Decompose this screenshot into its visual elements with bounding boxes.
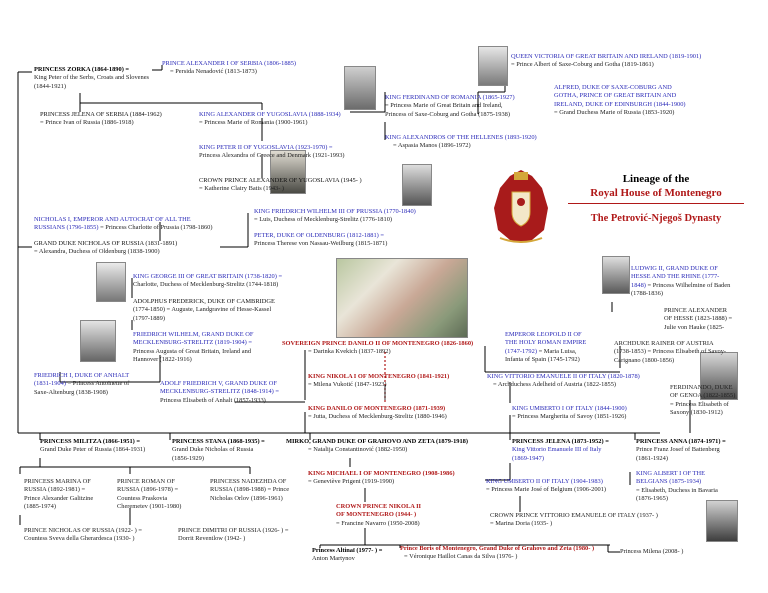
node-spouse: Grand Duke Peter of Russia (1864-1931) [40, 446, 146, 454]
node-alexandros [385, 134, 537, 151]
node-name: MECKLENBURG-STRELITZ (1819-1904) = [133, 339, 252, 347]
node-spouse: (1869-1947) [512, 454, 544, 462]
node-name: KING ALEXANDER OF YUGOSLAVIA (1888-1934) [199, 111, 341, 118]
node-name: ALFRED, DUKE OF SAXE-COBURG AND [554, 84, 672, 91]
node-line: FERDINANDO, DUKE [670, 384, 733, 391]
node-spouse: = Maria Luisa, [538, 347, 577, 355]
node-name: OF MONTENEGRO (1944- ) [336, 511, 417, 519]
node-spouse: Prince Franz Josef of Battenberg [636, 446, 720, 454]
node-spouse: = Elisabeth, Duchess in Bavaria [636, 486, 718, 494]
portrait-photo-icon [402, 164, 432, 206]
node-milena [620, 548, 683, 556]
node-spouse: (1856-1929) [172, 454, 204, 462]
node-spouse: = Katherine Clairy Batis (1943- ) [199, 185, 285, 193]
node-spouse: = Luis, Duchess of Mecklenburg-Strelitz (1776-1810) [254, 216, 393, 224]
node-name-2 [34, 380, 129, 388]
node-ludwig-ii [631, 265, 730, 299]
title-line-2: Royal House of Montenegro [590, 187, 722, 199]
title-line-3: The Petrović-Njegoš Dynasty [590, 213, 722, 224]
node-boris [400, 545, 594, 562]
node-spouse: Dorrit Reventlow (1942- ) [178, 535, 246, 543]
node-stana [172, 438, 265, 463]
node-fw-iii [254, 208, 416, 225]
node-spouse: Princess Alexandra of Greece and Denmark (1921-1993) [199, 152, 345, 160]
node-name-3 [631, 282, 730, 290]
node-ferdinand-romania [385, 94, 515, 119]
node-spouse: (1774-1850) = Auguste, Landgravine of Hesse-Kassel [133, 306, 272, 314]
node-spouse: = Jutta, Duchess of Mecklenburg-Strelitz (1880-1946) [308, 413, 447, 421]
group-photo-icon [336, 258, 468, 338]
portrait-photo-icon [96, 262, 126, 302]
node-name: KING ALBERT I OF THE [636, 470, 705, 477]
node-line: Countess Praskovia [117, 494, 168, 502]
node-name: ARCHDUKE RAINER OF AUSTRIA [614, 340, 714, 347]
node-spouse: Hannover (1822-1916) [133, 356, 192, 364]
node-line: OF GENOA (1822-1855) [670, 392, 736, 400]
node-albert-i [636, 470, 718, 504]
node-spouse: Princess Elisabeth of Anhalt (1857-1933) [160, 396, 266, 404]
node-name: PRINCESS ANNA (1874-1971) = [636, 438, 726, 445]
node-line: OF HESSE (1823-1888) = [664, 315, 733, 323]
node-spouse: = Natalija Constantinović (1882-1950) [308, 446, 408, 454]
node-spouse: = Grand Duchess Marie of Russia (1853-1920) [554, 109, 675, 117]
node-line: RUSSIA (1892-1981) = [24, 486, 86, 494]
node-ferdinando-genoa [670, 384, 735, 418]
node-name: KING FERDINAND OF ROMANIA (1865-1927) [385, 94, 515, 101]
node-george-iii [133, 273, 282, 290]
node-adolphus [133, 298, 275, 323]
node-spouse: = Milena Vukotić (1847-1923) [308, 381, 387, 389]
node-name: PRINCE ALEXANDER I OF SERBIA (1806-1885) [162, 60, 297, 67]
node-spouse: Princess Augusta of Great Britain, Ireland and [133, 347, 252, 355]
node-spouse: Grand Duke Nicholas of Russia [172, 446, 254, 454]
node-danilo-ii [282, 340, 473, 357]
title-block [556, 172, 756, 225]
node-king-alexander-yugoslavia [199, 111, 341, 128]
node-peter-ii [199, 144, 345, 161]
node-name: CROWN PRINCE NIKOLA II [336, 503, 422, 510]
node-name: (1831-1904) [34, 380, 66, 388]
node-spouse: = Prince Ivan of Russia (1886-1918) [40, 119, 134, 127]
node-name: KING GEORGE III OF GREAT BRITAIN (1738-1820) = [133, 273, 283, 280]
node-spouse: = Princess Marie of Great Britain and Ireland, [385, 102, 503, 110]
node-name: PRINCESS MILITZA (1866-1951) = [40, 438, 141, 445]
node-name: EMPEROR LEOPOLD II OF [505, 331, 582, 338]
node-line: (1885-1974) [24, 503, 56, 511]
node-michael-i [308, 470, 455, 487]
node-alexander-i-serbia [162, 60, 296, 77]
node-spouse: (1738-1853) = Princess Elisabeth of Savoy- [614, 348, 727, 356]
node-line: PRINCE ROMAN OF [117, 478, 175, 485]
node-spouse: Saxe-Altenburg (1838-1908) [34, 388, 108, 396]
node-name: IRELAND, DUKE OF EDINBURGH (1844-1900) [554, 100, 686, 108]
node-spouse: (1797-1889) [133, 314, 165, 322]
portrait-photo-icon [602, 256, 630, 294]
node-umberto-ii [486, 478, 606, 495]
node-name: ADOLPHUS FREDERICK, DUKE OF CAMBRIDGE [133, 298, 275, 305]
node-name: CROWN PRINCE VITTORIO EMANUELE OF ITALY (1937- ) [490, 512, 658, 519]
node-adolf-friedrich-v [160, 380, 279, 405]
node-name: QUEEN VICTORIA OF GREAT BRITAIN AND IRELAND (1819-1901) [511, 53, 702, 60]
node-name: ADOLF FRIEDRICH V, GRAND DUKE OF [160, 380, 277, 387]
node-name: PRINCE DIMITRI OF RUSSIA (1926- ) = [178, 527, 289, 534]
node-name: PRINCE NICHOLAS OF RUSSIA (1922- ) = [24, 527, 142, 534]
node-gd-nicholas [34, 240, 177, 257]
node-line: Cheremetev (1901-1980) [117, 503, 182, 511]
node-spouse: = Geneviève Prigent (1919-1990) [308, 478, 395, 486]
node-dimitri [178, 527, 288, 544]
node-name: SOVEREIGN PRINCE DANILO II OF MONTENEGRO (1826-1860) [282, 340, 474, 347]
node-name: PETER, DUKE OF OLDENBURG (1812-1881) = [254, 232, 384, 239]
node-anna [636, 438, 726, 463]
node-jelena-serbia [40, 111, 162, 128]
node-mirko [286, 438, 468, 455]
node-name: FRIEDRICH I, DUKE OF ANHALT [34, 372, 130, 379]
node-name: PRINCESS STANA (1868-1935) = [172, 438, 265, 445]
node-vittorio-ii [487, 373, 640, 390]
node-spouse: Infanta of Spain (1745-1792) [505, 356, 580, 364]
node-spouse: = Archduchess Adelheid of Austria (1822-1855) [493, 381, 617, 389]
node-name: PRINCESS ZORKA (1864-1890) = [34, 66, 130, 73]
node-name: Princess Milena (2008- ) [620, 548, 684, 555]
node-crown-alexander [199, 177, 362, 194]
node-alexander-hesse [664, 307, 732, 332]
node-line: RUSSIA (1898-1988) = Prince [210, 486, 290, 494]
node-line: Nicholas Orlov (1896-1961) [210, 494, 283, 502]
node-friedrich-anhalt [34, 372, 129, 397]
node-spouse: = Princess Marie José of Belgium (1906-2001) [486, 486, 607, 494]
node-nicholas-russia [24, 527, 142, 544]
node-spouse: (1788-1836) [631, 290, 663, 298]
node-name: KING UMBERTO I OF ITALY (1844-1900) [512, 405, 627, 412]
node-spouse: Princess of Saxe-Coburg and Gotha (1875-1938) [385, 110, 511, 118]
portrait-photo-icon [80, 320, 116, 362]
node-name: NICHOLAS I, EMPEROR AND AUTOCRAT OF ALL THE [34, 216, 191, 223]
node-name-3 [505, 348, 586, 356]
node-peter-oldenburg [254, 232, 387, 249]
node-line: Julie von Hauke (1825- [664, 323, 725, 331]
node-militza [40, 438, 145, 455]
node-umberto-i [512, 405, 627, 422]
node-marina [24, 478, 93, 512]
node-spouse: Charlotte, Duchess of Mecklenburg-Strelitz (1744-1818) [133, 281, 279, 289]
node-spouse: = Marina Doria (1935- ) [490, 520, 553, 528]
node-name: GOTHA, PRINCE OF GREAT BRITAIN AND [554, 92, 677, 100]
node-name: GRAND DUKE NICHOLAS OF RUSSIA (1831-1891) [34, 240, 178, 247]
node-name: PRINCESS JELENA OF SERBIA (1884-1962) [40, 111, 162, 118]
node-spouse: = Princess Charlotte of Prussia (1798-1860) [100, 224, 213, 232]
node-name: (1747-1792) [505, 347, 537, 355]
title-line-1: Lineage of the [622, 173, 690, 185]
node-spouse: King Vittorio Emanuele III of Italy [512, 446, 602, 454]
node-name-2 [34, 224, 212, 232]
node-cp-vittorio [490, 512, 658, 529]
node-name: LUDWIG II, GRAND DUKE OF [631, 265, 718, 272]
node-name: KING NIKOLA I OF MONTENEGRO (1841-1921) [308, 373, 450, 380]
node-spouse: = Darinka Kvekich (1837-1892) [308, 348, 391, 356]
node-spouse: King Peter of the Serbs, Croats and Slovenes (1844-1921) [34, 74, 150, 90]
node-nikola-i [308, 373, 449, 390]
node-line: PRINCESS NADEZHDA OF [210, 478, 287, 485]
node-danilo-king [308, 405, 447, 422]
node-line: Prince Alexander Galitzine [24, 494, 94, 502]
node-name: FRIEDRICH WILHELM, GRAND DUKE OF [133, 331, 254, 338]
portrait-photo-icon [706, 500, 738, 542]
node-spouse: Countess Sveva della Gherardesca (1930- ) [24, 535, 135, 543]
node-name: KING MICHAEL I OF MONTENEGRO (1908-1986) [308, 470, 455, 477]
node-name: KING PETER II OF YUGOSLAVIA (1923-1970) = [199, 144, 333, 151]
node-fw-mecklenburg [133, 331, 253, 365]
node-spouse: (1876-1965) [636, 495, 668, 503]
node-name: CROWN PRINCE ALEXANDER OF YUGOSLAVIA (1945- ) [199, 177, 362, 184]
node-nicholas-i [34, 216, 212, 233]
node-jelena-italy [512, 438, 609, 463]
node-line: = Princess Elisabeth of [670, 400, 729, 408]
node-spouse: = Prince Albert of Saxe-Coburg and Gotha (1819-1861) [511, 61, 654, 69]
node-spouse: Princess Therese von Nassau-Weilburg (1815-1871) [254, 240, 388, 248]
node-name: MIRKO, GRAND DUKE OF GRAHOVO AND ZETA (1879-1918) [286, 438, 469, 445]
node-alfred [554, 84, 686, 118]
node-spouse: = Véronique Haillot Canas da Silva (1976- ) [404, 553, 518, 561]
node-spouse: = Princess Margherita of Savoy (1851-1926) [512, 413, 627, 421]
node-nikola-ii [336, 503, 421, 528]
node-spouse: = Alexandra, Duchess of Oldenburg (1838-1900) [34, 248, 160, 256]
node-name: Princess Altinaï (1977- ) = [312, 547, 383, 554]
portrait-photo-icon [478, 46, 508, 86]
node-line: RUSSIA (1896-1978) = [117, 486, 179, 494]
node-spouse: = Princess Wilhelmine of Baden [647, 281, 731, 289]
title-divider [568, 203, 744, 204]
node-line: PRINCESS MARINA OF [24, 478, 91, 485]
node-line: Saxony (1830-1912) [670, 409, 723, 417]
node-name: 1848) [631, 281, 646, 289]
node-archduke-rainer [614, 340, 726, 365]
node-spouse: Carignano (1800-1856) [614, 356, 675, 364]
node-name: Prince Boris of Montenegro, Grand Duke of Grahovo and Zeta (1980- ) [400, 545, 595, 552]
node-spouse: = Aspasia Manos (1896-1972) [393, 142, 471, 150]
node-name: KING DANILO OF MONTENEGRO (1871-1939) [308, 405, 446, 412]
node-spouse: Anton Martynov [312, 555, 355, 563]
node-name: BELGIANS (1875-1934) [636, 478, 702, 486]
node-roman [117, 478, 181, 512]
node-leopold-ii [505, 331, 586, 365]
node-queen-victoria [511, 53, 701, 70]
node-nadezhda [210, 478, 289, 503]
node-spouse: (1861-1924) [636, 454, 668, 462]
node-name: KING FRIEDRICH WILHELM III OF PRUSSIA (1770-1840) [254, 208, 416, 215]
node-name: KING UMBERTO II OF ITALY (1904-1983) [486, 478, 603, 485]
portrait-photo-icon [344, 66, 376, 110]
node-line: PRINCE ALEXANDER [664, 307, 728, 314]
node-name: HESSE AND THE RHINE (1777- [631, 273, 720, 281]
node-spouse: = Princess Marie of Romania (1900-1961) [199, 119, 308, 127]
node-name: THE HOLY ROMAN EMPIRE [505, 339, 587, 347]
node-spouse: = Francine Navarro (1950-2008) [336, 519, 420, 527]
coat-of-arms-icon [492, 168, 550, 244]
node-name: RUSSIANS (1796-1855) [34, 224, 99, 232]
node-spouse: = Princess Antoinette of [67, 380, 130, 388]
node-spouse: = Persida Nenadović (1813-1873) [170, 68, 257, 76]
node-zorka [34, 66, 152, 91]
node-name: KING ALEXANDROS OF THE HELLENES (1893-1920) [385, 134, 537, 141]
node-altinai [312, 547, 382, 564]
node-name: MECKLENBURG-STRELITZ (1848-1914) = [160, 388, 279, 396]
node-name: KING VITTORIO EMANUELE II OF ITALY (1820-1878) [487, 373, 640, 380]
node-name: PRINCESS JELENA (1873-1952) = [512, 438, 609, 445]
